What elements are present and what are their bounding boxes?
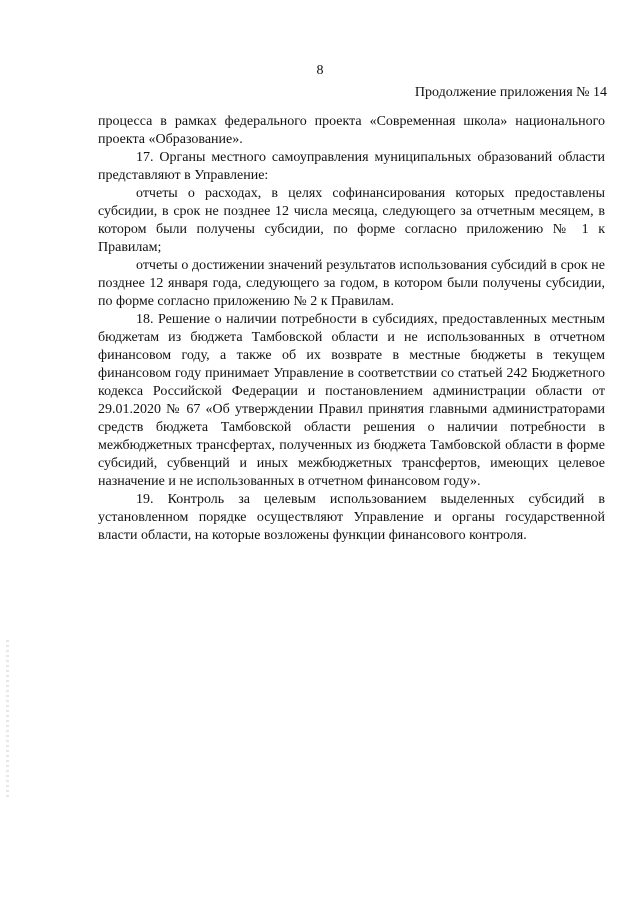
paragraph-item-17: 17. Органы местного самоуправления муниципальных образований области представляют в Управление: — [98, 150, 605, 183]
page-number: 8 — [316, 63, 324, 78]
paragraph-item-18: 18. Решение о наличии потребности в субсидиях, предоставленных местным бюджетам из бюджета Тамбовской области и не использованных в отчетном финансовом году, а также об их возврате в местные бюджеты в текущем финансовом году принимает Управление в соответствии со статьей 242 Бюджетного кодекса Российской Федерации и постановлением администрации области от 29.01.2020 № 67 «Об утверждении Правил принятия главными администраторами средств бюджета Тамбовской области решения о наличии потребности в межбюджетных трансфертах, полученных из бюджета Тамбовской области в форме субсидий, субвенций и иных межбюджетных трансфертов, имеющих целевое назначение и не использованных в отчетном финансовом году». — [98, 312, 605, 489]
document-body — [98, 113, 605, 545]
scan-margin-mark — [6, 640, 9, 800]
paragraph-expense-reports: отчеты о расходах, в целях софинансирования которых предоставлены субсидии, в срок не позднее 12 числа месяца, следующего за отчетным месяцем, в котором были получены субсидии, по форме согласно приложению № 1 к Правилам; — [98, 186, 605, 255]
paragraph-continuation: процесса в рамках федерального проекта «Современная школа» национального проекта «Образование». — [98, 114, 605, 147]
appendix-continuation-note: Продолжение приложения № 14 — [414, 85, 607, 100]
paragraph-results-reports: отчеты о достижении значений результатов использования субсидий в срок не позднее 12 января года, следующего за годом, в котором были получены субсидии, по форме согласно приложению № 2 к Правилам. — [98, 258, 605, 309]
paragraph-item-19: 19. Контроль за целевым использованием выделенных субсидий в установленном порядке осуществляют Управление и органы государственной власти области, на которые возложены функции финансового контроля. — [98, 492, 605, 543]
